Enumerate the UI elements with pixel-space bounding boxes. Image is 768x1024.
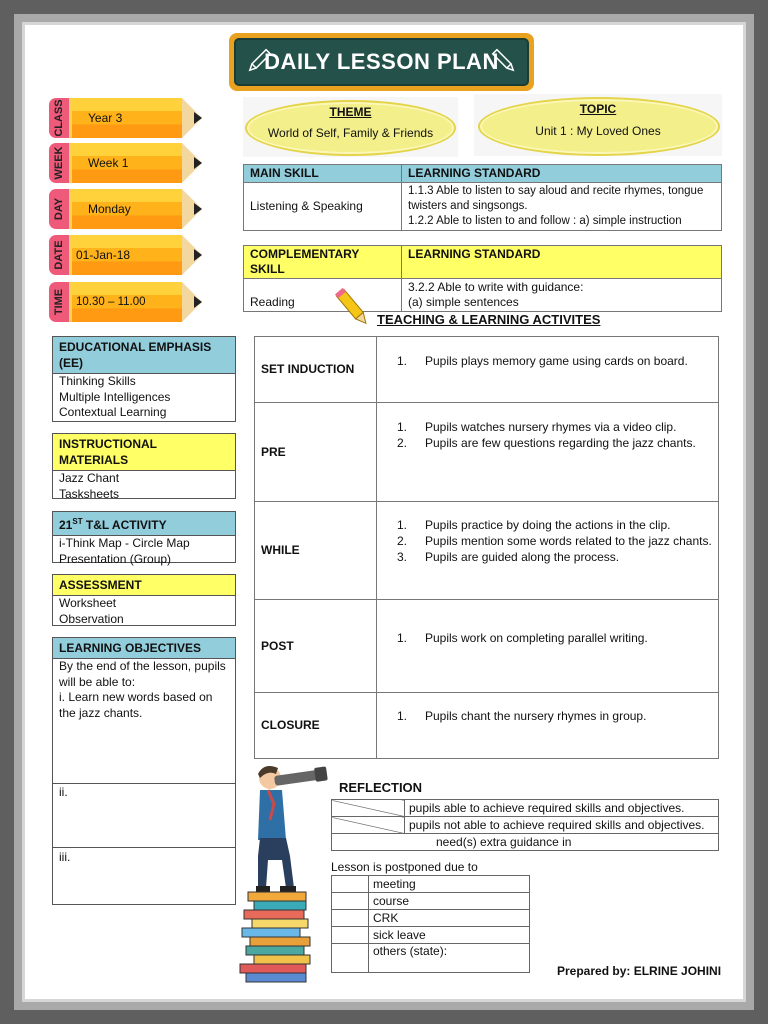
stage-label: POST	[255, 600, 377, 693]
stage-row	[255, 403, 719, 502]
materials-item: Tasksheets	[59, 486, 120, 501]
postpone-reason: sick leave	[369, 927, 530, 944]
assessment-item: Observation	[59, 611, 124, 626]
pencil-icon	[245, 47, 273, 75]
reflection-table	[331, 799, 719, 851]
pencil-label: CLASS	[53, 99, 65, 137]
theme-box	[243, 97, 458, 157]
topic-heading: TOPIC	[579, 102, 617, 116]
date-value: 01-Jan-18	[76, 248, 131, 262]
materials-box	[52, 433, 236, 499]
tl-activities-table	[254, 336, 719, 759]
complementary-skill-value: Reading	[244, 279, 402, 312]
checkbox-cell[interactable]	[332, 893, 369, 910]
preparer-name: ELRINE JOHINI	[633, 964, 722, 978]
ee-item: Thinking Skills	[59, 374, 136, 388]
tl21-box	[52, 511, 236, 566]
pencil-icon	[490, 47, 518, 75]
pencil-label: TIME	[53, 288, 65, 316]
tl21-item: i-Think Map - Circle Map	[59, 536, 190, 550]
standard-item: (a) simple sentences	[408, 295, 519, 309]
pencil-label: WEEK	[53, 146, 65, 180]
pencil-time	[49, 282, 201, 322]
reflection-count-cell[interactable]	[332, 817, 405, 834]
ee-heading: EDUCATIONAL EMPHASIS (EE)	[53, 337, 235, 374]
stage-row	[255, 502, 719, 600]
pencil-date	[49, 235, 201, 275]
stage-item: 3. Pupils are guided along the process.	[396, 550, 620, 564]
assessment-item: Worksheet	[59, 596, 117, 610]
objective-ii: ii.	[59, 785, 68, 799]
title-board	[229, 33, 534, 91]
tl21-heading: 21ST T&L ACTIVITY	[53, 512, 235, 536]
objectives-heading: LEARNING OBJECTIVES	[53, 638, 235, 659]
tl-heading: TEACHING & LEARNING ACTIVITES	[377, 312, 601, 327]
main-skill-table	[243, 164, 722, 231]
theme-text: World of Self, Family & Friends	[267, 126, 434, 140]
stage-row	[255, 337, 719, 403]
ee-item: Multiple Intelligences	[59, 389, 171, 404]
ee-box	[52, 336, 236, 422]
time-value: 10.30 – 11.00	[76, 296, 146, 308]
checkbox-cell[interactable]	[332, 927, 369, 944]
page-title: DAILY LESSON PLAN	[264, 49, 499, 74]
complementary-skill-header: COMPLEMENTARY SKILL	[244, 246, 402, 279]
prepared-by	[557, 964, 721, 978]
objectives-intro: By the end of the lesson, pupils will be able to:	[59, 659, 226, 689]
stage-item: 1. Pupils practice by doing the actions in the clip.	[396, 518, 671, 532]
materials-heading: INSTRUCTIONAL MATERIALS	[53, 434, 235, 471]
stage-item: 1. Pupils chant the nursery rhymes in group.	[396, 709, 647, 723]
reflection-row: pupils not able to achieve required skills and objectives.	[405, 817, 719, 834]
postpone-reason: others (state):	[369, 944, 530, 973]
checkbox-cell[interactable]	[332, 910, 369, 927]
postponed-table	[331, 875, 530, 973]
main-skill-header: MAIN SKILL	[244, 165, 402, 183]
postpone-reason: course	[369, 893, 530, 910]
topic-box	[474, 94, 722, 156]
ee-item: Contextual Learning	[59, 405, 167, 419]
week-value: Week 1	[88, 156, 129, 170]
theme-heading: THEME	[329, 105, 372, 119]
pencil-class	[49, 98, 201, 138]
stage-row	[255, 600, 719, 693]
stage-item: 1. Pupils work on completing parallel writing.	[396, 631, 648, 645]
checkbox-cell[interactable]	[332, 944, 369, 973]
day-value: Monday	[88, 202, 131, 216]
stage-row	[255, 693, 719, 759]
pencil-label: DAY	[53, 197, 65, 221]
complementary-skill-table	[243, 245, 722, 312]
pencil-week	[49, 143, 201, 183]
materials-item: Jazz Chant	[59, 471, 120, 485]
pencil-icon	[334, 286, 372, 330]
objective-i: i. Learn new words based on the jazz chants.	[59, 690, 213, 720]
standard-item: 1.2.2 Able to listen to and follow : a) simple instruction	[408, 215, 682, 227]
topic-text: Unit 1 : My Loved Ones	[535, 124, 661, 138]
learning-standard-header: LEARNING STANDARD	[402, 246, 722, 279]
reflection-count-cell[interactable]	[332, 800, 405, 817]
checkbox-cell[interactable]	[332, 876, 369, 893]
stage-label: PRE	[255, 403, 377, 502]
student-telescope-illustration	[224, 760, 336, 985]
pencil-label: DATE	[53, 240, 65, 270]
standard-item: 3.2.2 Able to write with guidance:	[408, 280, 584, 294]
prepared-label: Prepared by:	[557, 964, 631, 978]
assessment-box	[52, 574, 236, 626]
stage-label: SET INDUCTION	[255, 337, 377, 403]
reflection-row: pupils able to achieve required skills and objectives.	[405, 800, 719, 817]
objectives-box	[52, 637, 236, 905]
stage-item: 2. Pupils are few questions regarding the jazz chants.	[396, 436, 696, 450]
assessment-heading: ASSESSMENT	[53, 575, 235, 596]
postpone-reason: CRK	[369, 910, 530, 927]
stage-item: 1. Pupils plays memory game using cards on board.	[396, 354, 688, 368]
reflection-heading: REFLECTION	[339, 780, 423, 795]
tl21-item: Presentation (Group)	[59, 551, 172, 566]
objective-iii: iii.	[59, 850, 71, 864]
stage-label: WHILE	[255, 502, 377, 600]
stage-item: 1. Pupils watches nursery rhymes via a video clip.	[396, 420, 677, 434]
main-skill-value: Listening & Speaking	[244, 183, 402, 231]
reflection-row: need(s) extra guidance in	[332, 834, 719, 851]
class-value: Year 3	[88, 111, 123, 125]
pencil-day	[49, 189, 201, 229]
stage-item: 2. Pupils mention some words related to the jazz chants.	[396, 534, 712, 548]
learning-standard-header: LEARNING STANDARD	[402, 165, 722, 183]
postpone-reason: meeting	[369, 876, 530, 893]
postponed-label: Lesson is postponed due to	[331, 860, 478, 874]
standard-item: 1.1.3 Able to listen to say aloud and recite rhymes, tongue twisters and singsongs.	[408, 185, 704, 212]
stage-label: CLOSURE	[255, 693, 377, 759]
